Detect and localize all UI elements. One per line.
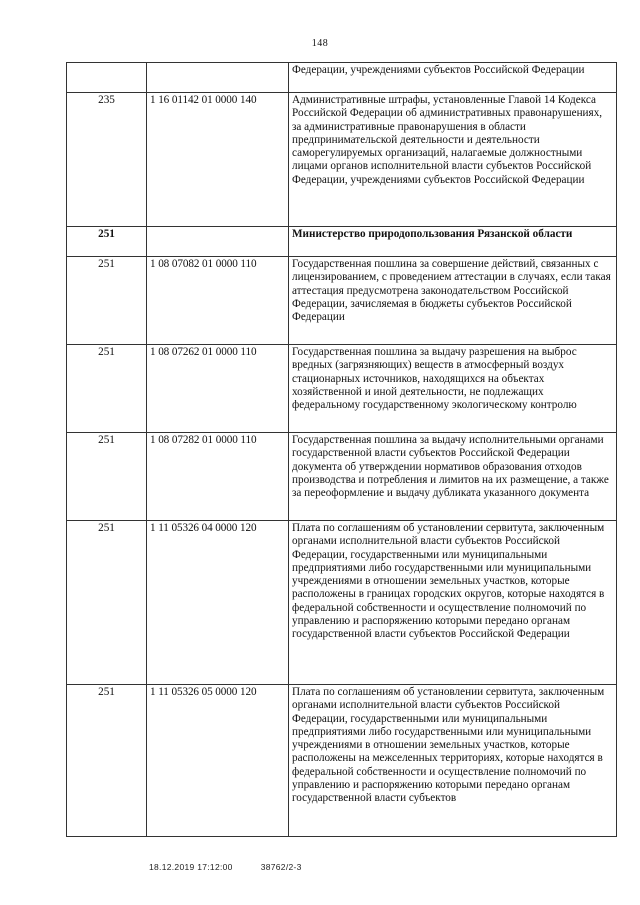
admin-code-cell: 251	[67, 685, 147, 837]
admin-code-cell: 251	[67, 227, 147, 257]
admin-code-cell	[67, 63, 147, 93]
table-row	[67, 345, 617, 433]
budget-code-cell: 1 08 07262 01 0000 110	[147, 345, 289, 433]
table-row	[67, 521, 617, 685]
description-cell: Административные штрафы, установленные Главой 14 Кодекса Российской Федерации об административных правонарушениях, за административные правонарушения в области предпринимательской деятельности и деятельности саморегулируемых организаций, налагаемые должностными лицами органов исполнительной власти субъектов Российской Федерации, учреждениями субъектов Российской Федерации	[289, 93, 617, 227]
admin-code-cell: 251	[67, 433, 147, 521]
budget-code-cell: 1 08 07082 01 0000 110	[147, 257, 289, 345]
description-cell: Плата по соглашениям об установлении сервитута, заключенным органами исполнительной власти субъектов Российской Федерации, государственными или муниципальными предприятиями либо государственными или муниципальными учреждениями в отношении земельных участков, которые расположены на межселенных территориях, которые находятся в федеральной собственности и осуществление полномочий по управлению и распоряжению которыми передано органам государственной власти субъектов	[289, 685, 617, 837]
ministry-header-row	[67, 227, 617, 257]
table-row	[67, 93, 617, 227]
admin-code-cell: 251	[67, 521, 147, 685]
ministry-title-cell: Министерство природопользования Рязанской области	[289, 227, 617, 257]
admin-code-cell: 251	[67, 345, 147, 433]
footer-document-id: 38762/2-3	[260, 862, 302, 872]
revenue-codes-table	[66, 62, 617, 837]
table-row	[67, 433, 617, 521]
table-row	[67, 63, 617, 93]
budget-code-cell: 1 16 01142 01 0000 140	[147, 93, 289, 227]
description-cell: Федерации, учреждениями субъектов Российской Федерации	[289, 63, 617, 93]
description-cell: Государственная пошлина за выдачу исполнительными органами государственной власти субъектов Российской Федерации документа об утверждении нормативов образования отходов производства и потребления и лимитов на их размещение, а также за переоформление и выдачу дубликата указанного документа	[289, 433, 617, 521]
description-cell: Плата по соглашениям об установлении сервитута, заключенным органами исполнительной власти субъектов Российской Федерации, государственными или муниципальными предприятиями либо государственными или муниципальными учреждениями в отношении земельных участков, которые расположены в границах городских округов, которые находятся в федеральной собственности и осуществление полномочий по управлению и распоряжению которыми передано органам государственной власти субъектов Российской Федерации	[289, 521, 617, 685]
description-cell: Государственная пошлина за совершение действий, связанных с лицензированием, с проведением аттестации в случаях, если такая аттестация предусмотрена законодательством Российской Федерации, зачисляемая в бюджеты субъектов Российской Федерации	[289, 257, 617, 345]
table-row	[67, 685, 617, 837]
footer-timestamp: 18.12.2019 17:12:00	[149, 862, 233, 872]
admin-code-cell: 235	[67, 93, 147, 227]
budget-code-cell: 1 08 07282 01 0000 110	[147, 433, 289, 521]
admin-code-cell: 251	[67, 257, 147, 345]
document-footer	[149, 862, 302, 872]
budget-code-cell: 1 11 05326 04 0000 120	[147, 521, 289, 685]
table-row	[67, 257, 617, 345]
budget-code-cell	[147, 227, 289, 257]
budget-code-cell	[147, 63, 289, 93]
budget-code-cell: 1 11 05326 05 0000 120	[147, 685, 289, 837]
description-cell: Государственная пошлина за выдачу разрешения на выброс вредных (загрязняющих) веществ в атмосферный воздух стационарных источников, находящихся на объектах хозяйственной и иной деятельности, не подлежащих федеральному государственному экологическому контролю	[289, 345, 617, 433]
page-number: 148	[311, 38, 329, 49]
